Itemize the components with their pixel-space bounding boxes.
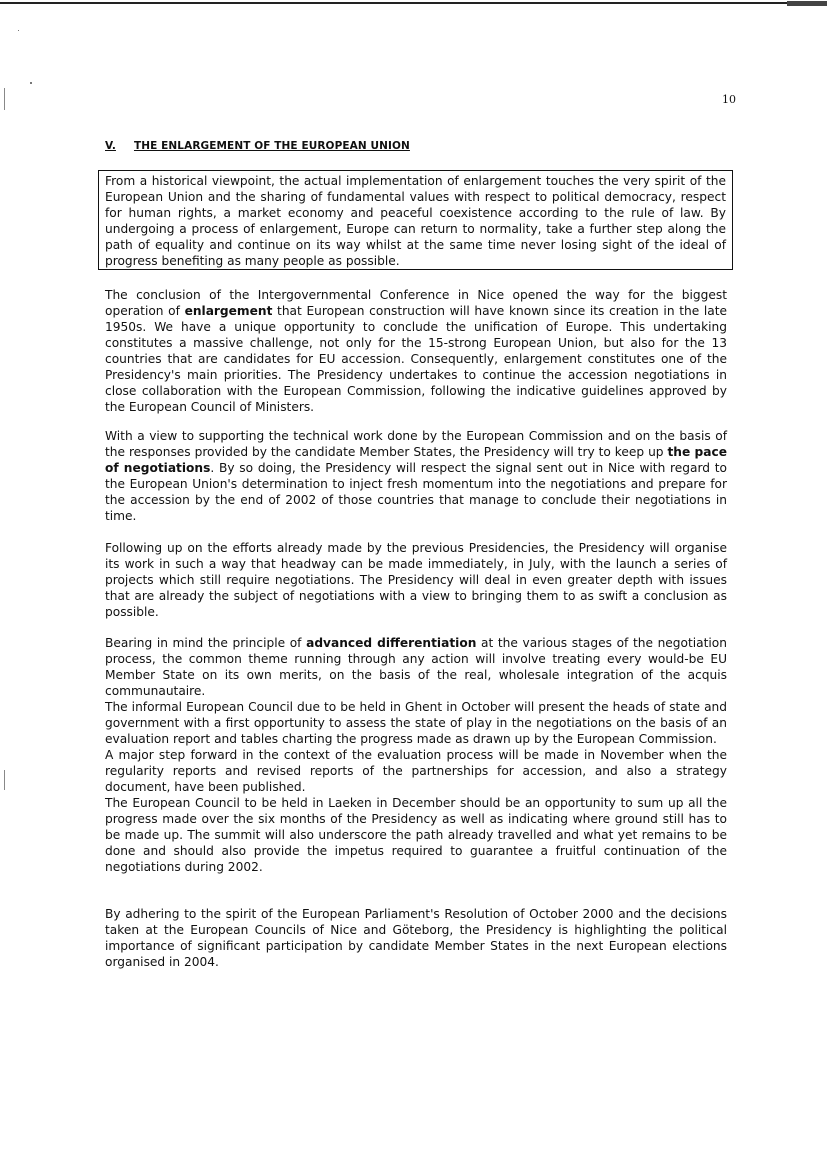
bold-term: advanced differentiation bbox=[306, 636, 477, 650]
boxed-intro-text: From a historical viewpoint, the actual implementation of enlargement touches the very spirit of the European Union and the sharing of fundamental values with respect to political democracy, respect for human rights, a market economy and peaceful coexistence according to the rule of law. By undergoing a process of enlargement, Europe can return to normality, take a further step along the path of equality and continue on its way whilst at the same time never losing sight of the ideal of progress benefiting as many people as possible. bbox=[98, 170, 733, 270]
bold-term: enlargement bbox=[184, 304, 273, 318]
text-run: The conclusion of the Intergovernmental Conference in Nice opened the way for the biggest operation of bbox=[105, 288, 727, 318]
paragraph-technical-work bbox=[105, 428, 727, 524]
paragraph-line bbox=[105, 635, 727, 699]
scan-top-border bbox=[0, 2, 827, 4]
paragraph-november: A major step forward in the context of the evaluation process will be made in November when the regularity reports and revised reports of the partnerships for accession, and also a strategy document, have been published. bbox=[105, 748, 727, 794]
scan-top-border-end bbox=[787, 1, 827, 6]
paragraph-differentiation bbox=[105, 635, 727, 875]
paragraph-conclusion bbox=[105, 287, 727, 415]
scan-speck bbox=[18, 30, 19, 31]
section-number: V. bbox=[105, 140, 116, 152]
paragraph-previous-presidencies: Following up on the efforts already made by the previous Presidencies, the Presidency will organise its work in such a way that headway can be made immediately, in July, with the launch a series of projects which still require negotiations. The Presidency will deal in even greater depth with issues that are already the subject of negotiations with a view to bringing them to as swift a conclusion as possible. bbox=[105, 541, 727, 619]
text-run: . By so doing, the Presidency will respect the signal sent out in Nice with regard to the European Union's determination to inject fresh momentum into the negotiations and prepare for the accession by the end of 2002 of those countries that manage to conclude their negotiations in time. bbox=[105, 461, 727, 523]
text-run: Bearing in mind the principle of bbox=[105, 636, 307, 650]
bold-term: the pace of negotiations bbox=[105, 445, 727, 475]
text-run: that European construction will have known since its creation in the late 1950s. We have a unique opportunity to conclude the unification of Europe. This undertaking constitutes a massive challenge, not only for the 15-strong European Union, but also for the 13 countries that are candidates for EU accession. Consequently, enlargement constitutes one of the Presidency's main priorities. The Presidency undertakes to continue the accession negotiations in close collaboration with the European Commission, following the indicative guidelines approved by the European Council of Ministers. bbox=[105, 304, 727, 414]
page-number: 10 bbox=[722, 93, 736, 106]
scan-margin-mark bbox=[4, 88, 5, 110]
paragraph-parliament-resolution: By adhering to the spirit of the European Parliament's Resolution of October 2000 and the decisions taken at the European Councils of Nice and Göteborg, the Presidency is highlighting the political importance of significant participation by candidate Member States in the next European elections organised in 2004. bbox=[105, 907, 727, 969]
paragraph-ghent: The informal European Council due to be held in Ghent in October will present the heads of state and government with a first opportunity to assess the state of play in the negotiations on the basis of an evaluation report and tables charting the progress made as drawn up by the European Commission. bbox=[105, 700, 727, 746]
text-run: With a view to supporting the technical work done by the European Commission and on the basis of the responses provided by the candidate Member States, the Presidency will try to keep up bbox=[105, 429, 727, 459]
paragraph-laeken: The European Council to be held in Laeken in December should be an opportunity to sum up all the progress made over the six months of the Presidency as well as indicating where ground still has to be made up. The summit will also underscore the path already travelled and what yet remains to be done and should also provide the impetus required to guarantee a fruitful continuation of the negotiations during 2002. bbox=[105, 796, 727, 874]
section-title: THE ENLARGEMENT OF THE EUROPEAN UNION bbox=[133, 140, 410, 152]
scan-margin-mark bbox=[4, 770, 5, 790]
section-heading bbox=[105, 140, 410, 152]
scan-speck bbox=[30, 82, 32, 84]
text-run: at the various stages of the negotiation process, the common theme running through any action will involve treating every would-be EU Member State on its own merits, on the basis of the real, wholesale integration of the acquis communautaire. bbox=[105, 636, 727, 698]
